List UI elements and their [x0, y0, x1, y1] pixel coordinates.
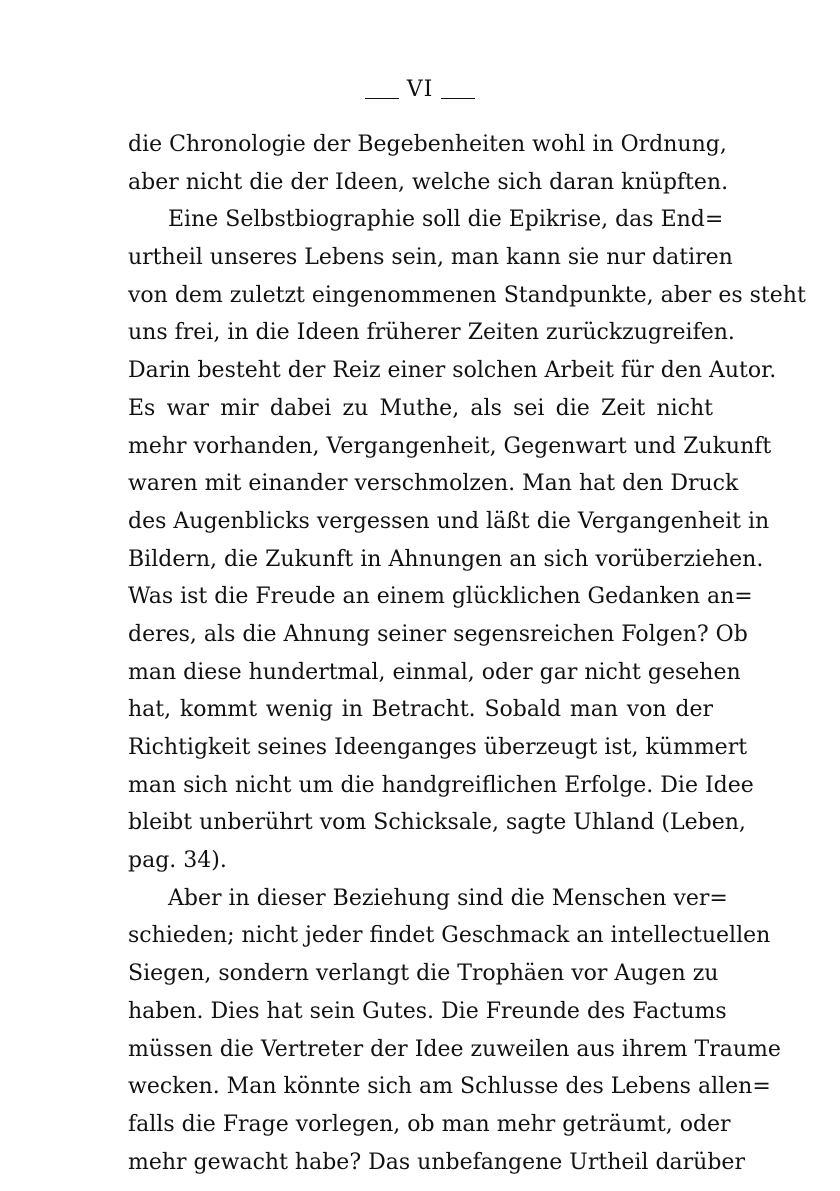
text-line: Darin besteht der Reiz einer solchen Arbeit für den Autor.	[128, 358, 777, 384]
text-line: schieden; nicht jeder findet Geschmack an intellectuellen	[128, 923, 771, 949]
text-line: uns frei, in die Ideen früherer Zeiten zurückzugreifen.	[128, 320, 735, 346]
text-line: die Chronologie der Begebenheiten wohl in Ordnung,	[128, 132, 727, 157]
text-line: haben. Dies hat sein Gutes. Die Freunde des Factums	[128, 998, 727, 1024]
text-line: bleibt unberührt vom Schicksale, sagte Uhland (Leben,	[128, 810, 746, 836]
text-line: Aber in dieser Beziehung sind die Menschen ver=	[168, 885, 728, 911]
text-line: falls die Frage vorlegen, ob man mehr geträumt, oder	[128, 1111, 731, 1137]
text-line: Bildern, die Zukunft in Ahnungen an sich vorüberziehen.	[128, 546, 764, 572]
text-line: aber nicht die der Ideen, welche sich daran knüpften.	[128, 169, 729, 195]
header-rule-right	[441, 98, 475, 99]
page-number: VI	[406, 76, 434, 102]
text-line: Was ist die Freude an einem glücklichen Gedanken an=	[128, 584, 753, 610]
page-header	[0, 72, 840, 106]
text-line: pag. 34).	[128, 848, 227, 874]
text-line: Richtigkeit seines Ideenganges überzeugt ist, kümmert	[128, 735, 748, 760]
text-line: deres, als die Ahnung seiner segensreichen Folgen? Ob	[128, 621, 748, 647]
text-line: Eine Selbstbiographie soll die Epikrise, das End=	[168, 207, 724, 233]
text-line: man sich nicht um die handgreiflichen Erfolge. Die Idee	[128, 772, 754, 798]
text-line: des Augenblicks vergessen und läßt die Vergangenheit in	[128, 508, 770, 534]
text-line: mehr vorhanden, Vergangenheit, Gegenwart und Zukunft	[128, 433, 772, 459]
text-line: hat, kommt wenig in Betracht. Sobald man von der	[128, 697, 713, 723]
body-text	[128, 126, 806, 1181]
text-line: wecken. Man könnte sich am Schlusse des Lebens allen=	[128, 1074, 771, 1100]
text-line: man diese hundertmal, einmal, oder gar nicht gesehen	[128, 659, 741, 685]
text-line: Es war mir dabei zu Muthe, als sei die Zeit nicht	[128, 395, 713, 421]
text-line: waren mit einander verschmolzen. Man hat den Druck	[128, 471, 739, 497]
text-line: müssen die Vertreter der Idee zuweilen aus ihrem Traume	[128, 1036, 781, 1062]
text-line: von dem zuletzt eingenommenen Standpunkte, aber es steht	[128, 282, 806, 308]
text-line: Siegen, sondern verlangt die Trophäen vor Augen zu	[128, 961, 719, 987]
text-line: mehr gewacht habe? Das unbefangene Urtheil darüber	[128, 1149, 745, 1175]
text-line: urtheil unseres Lebens sein, man kann sie nur datiren	[128, 245, 733, 271]
header-rule-left	[365, 98, 399, 99]
